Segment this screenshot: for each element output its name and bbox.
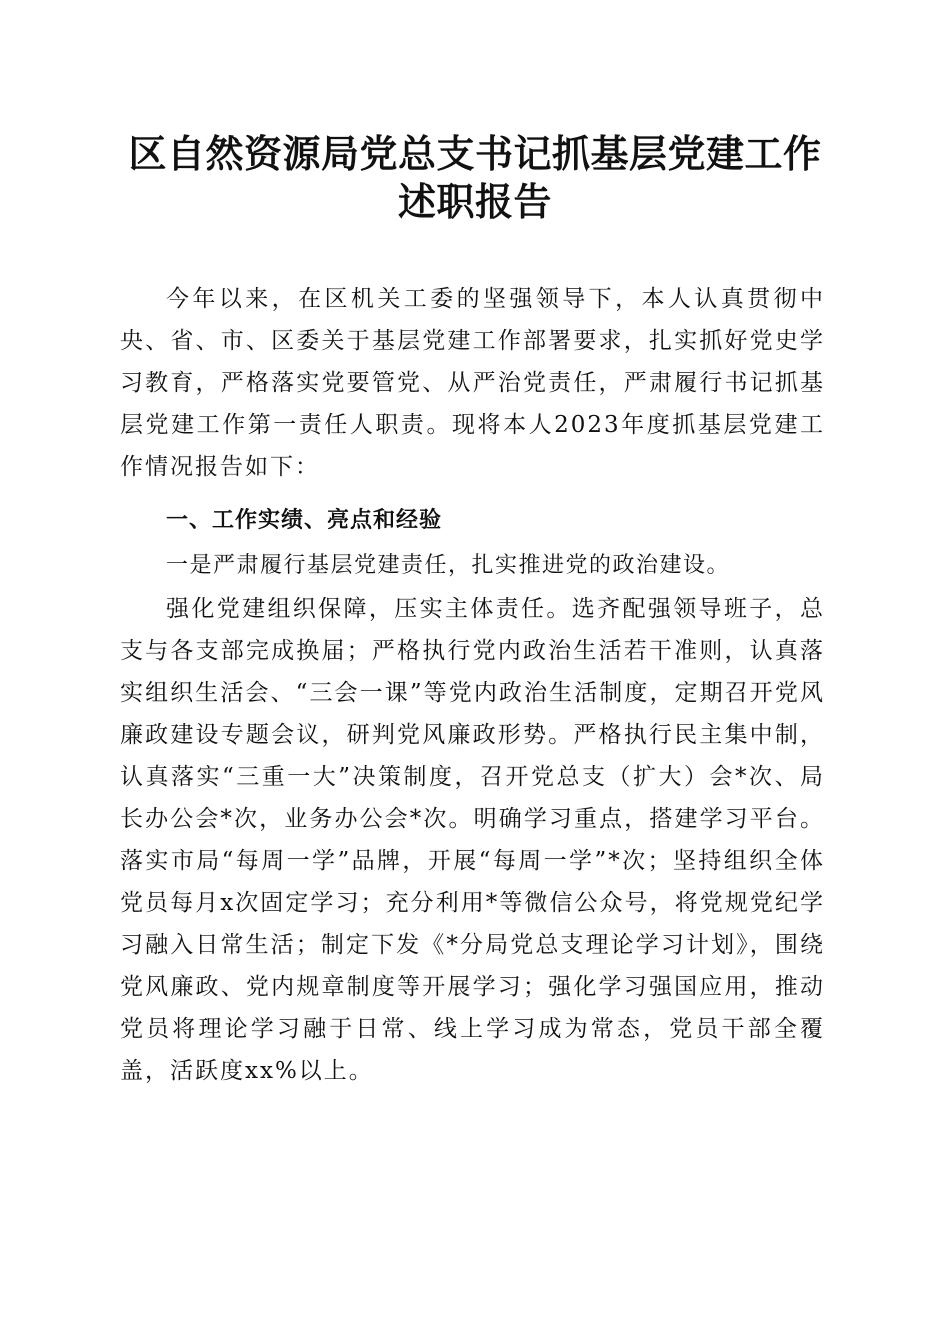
- intro-paragraph: 今年以来，在区机关工委的坚强领导下，本人认真贯彻中央、省、市、区委关于基层党建工作部署要求，扎实抓好党史学习教育，严格落实党要管党、从严治党责任，严肃履行书记抓基层党建工作第一责任人职责。现将本人2023年度抓基层党建工作情况报告如下：: [120, 286, 825, 480]
- subsection-heading-political-construction: 一是严肃履行基层党建责任，扎实推进党的政治建设。: [166, 553, 731, 578]
- section-heading-work-achievements: 一、工作实绩、亮点和经验: [166, 508, 443, 533]
- body-paragraph-organization: 强化党建组织保障，压实主体责任。选齐配强领导班子，总支与各支部完成换届；严格执行党内政治生活若干准则，认真落实组织生活会、“三会一课”等党内政治生活制度，定期召开党风廉政建设专题会议，研判党风廉政形势。严格执行民主集中制，认真落实“三重一大”决策制度，召开党总支（扩大）会*次、局长办公会*次，业务办公会*次。明确学习重点，搭建学习平台。落实市局“每周一学”品牌，开展“每周一学”*次；坚持组织全体党员每月x次固定学习；充分利用*等微信公众号，将党规党纪学习融入日常生活；制定下发《*分局党总支理论学习计划》，围绕党风廉政、党内规章制度等开展学习；强化学习强国应用，推动党员将理论学习融于日常、线上学习成为常态，党员干部全覆盖，活跃度xx%以上。: [120, 596, 825, 1084]
- document-title: 区自然资源局党总支书记抓基层党建工作述职报告: [128, 131, 822, 224]
